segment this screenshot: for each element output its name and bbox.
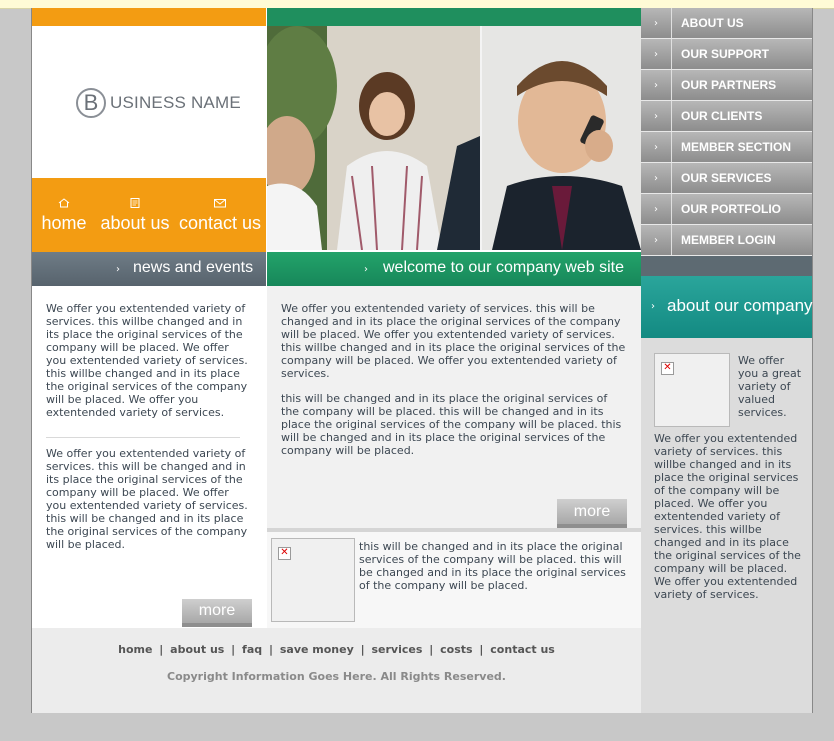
welcome-title: welcome to our company web site [383,259,624,276]
arrow-right-icon: › [641,70,672,100]
footer-separator: | [429,643,434,656]
footer-link-services[interactable]: services [371,643,423,656]
menu-item-our-services[interactable] [641,163,812,194]
menu-item-label: OUR CLIENTS [681,109,763,123]
menu-item-label: OUR SERVICES [681,171,772,185]
menu-item-label: OUR SUPPORT [681,47,770,61]
footer-link-home[interactable]: home [118,643,153,656]
footer-links [32,643,641,656]
about-text-beside: We offer you a great variety of valued services. [738,354,802,419]
menu-item-label: MEMBER SECTION [681,140,792,154]
arrow-right-icon: › [641,101,672,131]
photo-divider [480,26,482,250]
nav-home-label: home [41,213,87,233]
menu-item-our-portfolio[interactable] [641,194,812,225]
news-divider [46,437,240,438]
footer [32,628,641,713]
arrow-right-icon: › [364,264,368,275]
nav-about-us-label: about us [100,213,170,233]
footer-separator: | [479,643,484,656]
about-company-title: about our company [667,296,813,315]
business-logo[interactable] [76,88,241,118]
footer-separator: | [159,643,164,656]
orange-header-strip [32,8,266,26]
arrow-right-icon: › [116,264,120,275]
nav-about-us[interactable] [102,178,168,252]
home-icon [58,198,70,208]
nav-home[interactable] [42,178,86,252]
footer-link-costs[interactable]: costs [440,643,473,656]
menu-item-our-support[interactable] [641,39,812,70]
welcome-paragraph-1: We offer you extentended variety of services. this will be changed and in its place the original services of the company will be placed. We offer you extentended variety of services. this willbe changed and in its place the original services of the company will be placed. We offer you extentended variety of services. [281,302,626,380]
footer-separator: | [268,643,274,656]
arrow-right-icon: › [641,194,672,224]
logo-initial: B [76,88,106,118]
footer-link-contact-us[interactable]: contact us [490,643,555,656]
document-icon [129,198,141,208]
about-image-placeholder [654,353,730,427]
footer-link-faq[interactable]: faq [242,643,263,656]
menu-item-member-login[interactable] [641,225,812,256]
about-company-header [641,276,812,338]
news-events-header [32,252,266,286]
arrow-right-icon: › [641,163,672,193]
news-more-button[interactable]: more [182,599,252,627]
news-paragraph-2: We offer you extentended variety of services. this will be changed and in its place the original services of the company will be placed. We offer you extentended variety of services. this will be changed and in its place the original services of the company will be placed. [46,447,248,551]
featured-image-placeholder [271,538,355,622]
arrow-right-icon: › [641,8,672,38]
green-header-strip [267,8,641,26]
news-events-title: news and events [133,259,254,276]
menu-item-label: OUR PARTNERS [681,78,777,92]
welcome-more-button[interactable]: more [557,499,627,528]
about-text-below: We offer you extentended variety of services. this willbe changed and in its place the original services of the company will be placed. We offer you extentended variety of services. this willbe changed and in its place the original services of the company will be placed. We offer you extentended variety of services. [654,432,801,601]
menu-item-about-us[interactable] [641,8,812,39]
welcome-content-area [267,286,641,528]
footer-separator: | [231,643,236,656]
arrow-right-icon: › [641,132,672,162]
news-paragraph-1: We offer you extentended variety of services. this willbe changed and in its place the original services of the company will be placed. We offer you extentended variety of services. this willbe changed and in its place the original services of the company will be placed. We offer you extentended variety of services. [46,302,248,419]
arrow-right-icon: › [651,301,655,312]
nav-contact-us-label: contact us [178,213,262,233]
menu-item-label: OUR PORTFOLIO [681,202,781,216]
menu-item-member-section[interactable] [641,132,812,163]
nav-contact-us[interactable] [178,178,262,252]
hero-photo-illustration [267,26,641,250]
menu-item-our-clients[interactable] [641,101,812,132]
menu-item-label: ABOUT US [681,16,744,30]
welcome-header [267,252,641,286]
menu-item-label: MEMBER LOGIN [681,233,776,247]
footer-link-about-us[interactable]: about us [170,643,225,656]
menu-item-our-partners[interactable] [641,70,812,101]
arrow-right-icon: › [641,225,672,255]
featured-box [267,532,641,628]
featured-text: this will be changed and in its place the original services of the company will be placed. this will be changed and in its place the original services of the company will be placed. [359,540,626,592]
broken-image-icon: ✕ [278,547,291,560]
sidebar-spacer [641,256,812,276]
footer-link-save-money[interactable]: save money [279,643,354,656]
right-sidebar [641,8,812,713]
hero-photo [267,26,641,250]
arrow-right-icon: › [641,39,672,69]
page-container [31,8,813,713]
broken-image-icon: ✕ [661,362,674,375]
welcome-paragraph-2: this will be changed and in its place the original services of the company will be placed. this will be changed and in its place the original services of the company will be placed. this will be changed and in its place the original services of the company will be placed. [281,392,622,457]
logo-text: USINESS NAME [110,93,241,112]
copyright-text: Copyright Information Goes Here. All Rights Reserved. [167,670,506,683]
footer-separator: | [360,643,365,656]
envelope-icon [214,198,226,208]
top-navigation [32,178,266,252]
